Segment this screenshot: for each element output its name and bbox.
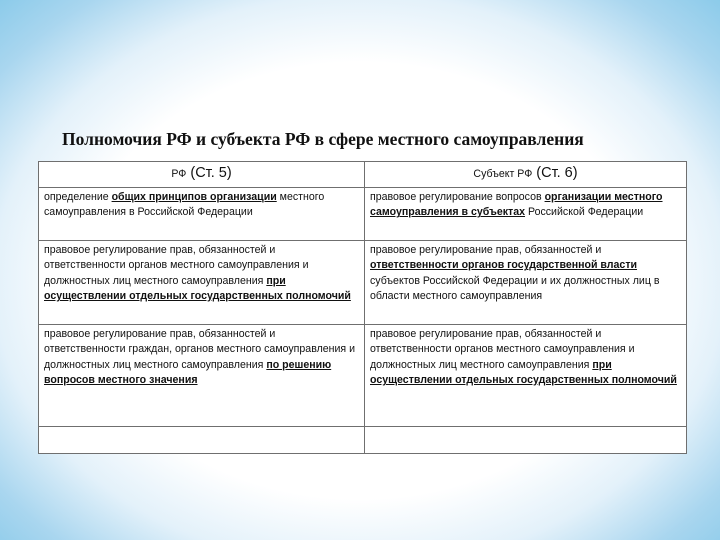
column-header-label: Субъект РФ	[473, 167, 533, 180]
cell-emphasis: общих принципов организации	[111, 191, 277, 203]
table-cell-empty	[39, 427, 365, 454]
table-row	[39, 241, 687, 325]
cell-emphasis: ответственности органов государственной власти	[370, 259, 638, 272]
column-header-article: (Ст. 5)	[190, 164, 232, 181]
column-header-article: (Ст. 6)	[536, 164, 578, 181]
cell-text: Российской Федерации	[525, 206, 644, 219]
column-header-label: РФ	[171, 167, 187, 180]
column-header-rf	[39, 162, 365, 188]
table-header-row	[39, 162, 687, 188]
cell-emphasis: организации местного самоуправления в субъектах	[370, 191, 663, 219]
table-cell-empty	[365, 427, 687, 454]
cell-text: правовое регулирование прав, обязанностей и ответственности органов местного самоуправления и должностных лиц местного самоуправления	[44, 244, 309, 287]
page-title: Полномочия РФ и субъекта РФ в сфере местного самоуправления	[62, 129, 584, 149]
cell-emphasis: при осуществлении отдельных государственных полномочий	[370, 358, 677, 387]
column-header-subject	[365, 162, 687, 188]
table-row	[39, 188, 687, 241]
cell-text: правовое регулирование вопросов	[370, 191, 545, 203]
cell-text: правовое регулирование прав, обязанностей и	[370, 244, 602, 256]
cell-text: субъектов Российской Федерации и их должностных лиц в области местного самоуправления	[370, 274, 660, 303]
powers-table	[38, 161, 687, 454]
table-cell-rf	[39, 188, 365, 241]
table-cell-subject	[365, 241, 687, 325]
table-cell-subject	[365, 188, 687, 241]
table-cell-rf	[39, 325, 365, 427]
cell-emphasis: по решению вопросов местного значения	[44, 358, 332, 387]
table-row-empty	[39, 427, 687, 454]
table-row	[39, 325, 687, 427]
cell-text: правовое регулирование прав, обязанностей и ответственности граждан, органов местного самоуправления и должностных лиц местного самоуправления	[44, 328, 356, 371]
table-cell-subject	[365, 325, 687, 427]
cell-emphasis: при осуществлении отдельных государственных полномочий	[44, 274, 351, 303]
cell-text: определение	[44, 191, 112, 203]
cell-text: местного самоуправления в Российской Федерации	[44, 191, 325, 219]
table-cell-rf	[39, 241, 365, 325]
cell-text: правовое регулирование прав, обязанностей и ответственности органов местного самоуправления и должностных лиц местного самоуправления	[370, 328, 635, 371]
